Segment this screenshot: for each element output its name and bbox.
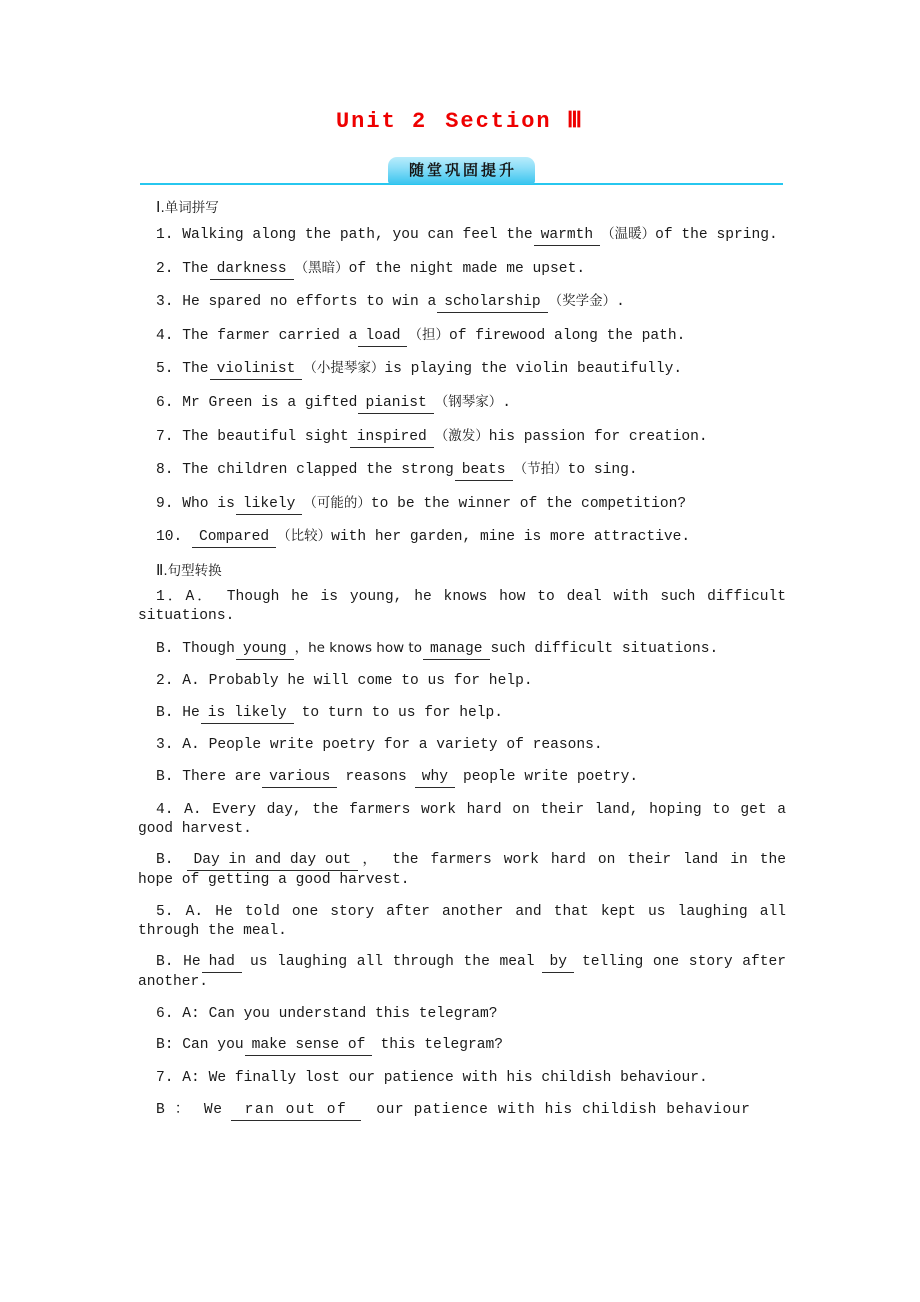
item-text-post: is playing the violin beautifully. (384, 361, 683, 378)
item-label: B. (156, 954, 174, 971)
item-label: 2. A. (156, 673, 200, 690)
item-text-post: of firewood along the path. (448, 327, 686, 344)
answer-blank[interactable]: make sense of (245, 1037, 373, 1056)
item-hint-cn: （节拍） (513, 461, 568, 478)
answer-blank[interactable]: young (236, 641, 294, 660)
item-text-pre: Mr Green is a gifted (182, 394, 358, 411)
list-item (138, 460, 786, 481)
item-label: B. (156, 640, 174, 657)
worksheet-content (138, 198, 786, 1133)
list-item (138, 953, 786, 992)
answer-blank[interactable]: manage (423, 641, 490, 660)
item-text-post: to turn to us for help. (301, 704, 504, 721)
list-item (138, 903, 786, 941)
list-item (138, 736, 786, 755)
item-label: 7. A: (156, 1070, 200, 1087)
answer-blank[interactable]: Compared (192, 529, 276, 548)
answer-blank[interactable]: inspired (350, 429, 434, 448)
item-hint-cn: （钢琴家） (434, 393, 503, 410)
item-text-pre: There are (182, 768, 262, 785)
item-text-pre: He (182, 704, 200, 721)
item-number: 7. (156, 428, 174, 445)
item-number: 2. (156, 260, 174, 277)
page-title-unit: Unit 2 (335, 109, 428, 134)
item-text-post: of the spring. (655, 227, 778, 243)
list-item (138, 704, 786, 724)
list-item (138, 326, 786, 347)
item-number: 5. (156, 361, 174, 378)
item-label: 5. A. (156, 903, 204, 920)
item-text-pre: The beautiful sight (182, 428, 349, 445)
item-text: People write poetry for a variety of reasons. (208, 737, 603, 754)
item-label: B. (156, 768, 174, 785)
item-label: 3. A. (156, 737, 200, 754)
item-number: 3. (156, 294, 174, 311)
item-label: B: (156, 1037, 174, 1054)
section-heading-2-label: .句型转换 (163, 562, 222, 579)
list-item (138, 359, 786, 380)
answer-blank[interactable]: scholarship (437, 294, 547, 313)
list-item (138, 292, 786, 313)
list-item (138, 851, 786, 890)
item-text-post: . (502, 394, 512, 411)
answer-blank[interactable]: load (358, 328, 407, 347)
item-text-pre: Though (182, 640, 235, 657)
item-number: 1. (156, 227, 174, 243)
item-text-post: this telegram? (380, 1037, 504, 1054)
section-heading-1-label: .单词拼写 (160, 200, 219, 216)
item-label: B. (156, 852, 174, 869)
item-label: B. (156, 704, 174, 721)
item-text: He told one story after another and that kept us laughing all through the meal. (138, 903, 787, 939)
item-text-post: to sing. (567, 462, 638, 479)
item-text-post: people write poetry. (463, 768, 639, 785)
item-hint-cn: （奖学金） (548, 293, 617, 310)
item-text-post: his passion for creation. (488, 428, 708, 445)
item-text-post: with her garden, mine is more attractive. (331, 529, 691, 546)
list-item (138, 768, 786, 788)
answer-blank[interactable]: why (415, 769, 455, 788)
item-number: 8. (156, 462, 174, 479)
item-hint-cn: （比较） (277, 528, 332, 545)
item-text-pre: Walking along the path, you can feel the (182, 227, 533, 243)
item-text: Probably he will come to us for help. (208, 673, 533, 690)
item-text-post: our patience with his childish behaviour (376, 1101, 751, 1118)
item-label: 1．A． (156, 588, 215, 605)
item-text-mid: reasons (345, 768, 407, 785)
item-text-pre: Who is (182, 495, 235, 512)
section-heading-1 (156, 198, 786, 218)
item-number: 9. (156, 495, 174, 512)
list-item (138, 1036, 786, 1056)
answer-blank[interactable]: likely (236, 496, 303, 515)
section-numeral-1: Ⅰ (156, 200, 161, 216)
list-item (138, 259, 786, 280)
answer-blank[interactable]: beats (455, 462, 513, 481)
section-heading-2 (156, 561, 786, 581)
list-item (138, 527, 786, 548)
item-text-pre: Can you (182, 1037, 244, 1054)
answer-blank[interactable]: warmth (534, 227, 601, 246)
answer-blank[interactable]: is likely (201, 705, 294, 724)
item-text-pre: He (183, 954, 201, 971)
answer-blank[interactable]: Day in and day out (187, 852, 359, 871)
item-text: Though he is young, he knows how to deal with such difficult situations. (138, 588, 786, 624)
item-number: 6. (156, 394, 174, 411)
item-text: We finally lost our patience with his childish behaviour. (208, 1070, 708, 1087)
item-text-post: such difficult situations. (490, 640, 719, 657)
banner-badge (388, 157, 535, 184)
banner-badge-label: 随堂巩固提升 (408, 161, 517, 179)
item-text: Every day, the farmers work hard on their land, hoping to get a good harvest. (138, 801, 786, 837)
answer-blank[interactable]: ran out of (231, 1102, 362, 1121)
answer-blank[interactable]: pianist (358, 395, 433, 414)
list-item (138, 1101, 786, 1121)
item-text-mid: us laughing all through the meal (249, 954, 535, 971)
item-text-pre: He spared no efforts to win a (182, 294, 437, 311)
item-hint-cn: （小提琴家） (303, 360, 385, 377)
item-hint-cn: （激发） (434, 427, 489, 444)
list-item (138, 801, 786, 839)
item-number: 4. (156, 327, 174, 344)
item-text-pre: The farmer carried a (182, 327, 358, 344)
list-item (138, 672, 786, 691)
page-title-section: Section Ⅲ (445, 109, 584, 134)
item-text-pre: The children clapped the strong (182, 462, 454, 479)
answer-blank[interactable]: had (202, 954, 242, 973)
item-text-post: telling one story after another. (138, 954, 786, 991)
item-label: B ： (156, 1101, 190, 1118)
list-item (138, 393, 786, 414)
item-text-pre: The (182, 361, 209, 378)
page-title (0, 108, 920, 134)
item-number: 10. (156, 529, 183, 546)
item-hint-cn: （担） (408, 326, 449, 343)
item-text-post: ， the farmers work hard on their land in the hope of getting a good harvest. (138, 852, 786, 889)
item-text-post: . (616, 294, 625, 311)
item-hint-cn: （温暖） (601, 226, 656, 242)
item-hint-cn: （可能的） (303, 494, 371, 511)
item-text-post: of the night made me upset. (348, 260, 586, 277)
list-item (138, 1005, 786, 1024)
item-hint-cn: （黑暗） (294, 259, 349, 276)
list-item (138, 494, 786, 515)
answer-blank[interactable]: various (262, 769, 337, 788)
list-item (138, 225, 786, 246)
item-label: 6. A: (156, 1005, 200, 1022)
list-item (138, 588, 786, 626)
list-item (138, 427, 786, 448)
list-item (138, 1069, 786, 1088)
item-text: Can you understand this telegram? (208, 1005, 498, 1022)
answer-blank[interactable]: darkness (210, 261, 294, 280)
item-text-pre: The (182, 260, 209, 277)
answer-blank[interactable]: by (542, 954, 574, 973)
item-text-pre: We (203, 1101, 223, 1118)
list-item (138, 639, 786, 660)
item-text-post: to be the winner of the competition? (370, 495, 687, 512)
item-text-mid: ，he knows how to (294, 639, 422, 656)
item-label: 4. A. (156, 801, 202, 818)
section-banner (0, 157, 920, 187)
answer-blank[interactable]: violinist (210, 361, 303, 380)
section-numeral-2: Ⅱ (156, 562, 164, 579)
